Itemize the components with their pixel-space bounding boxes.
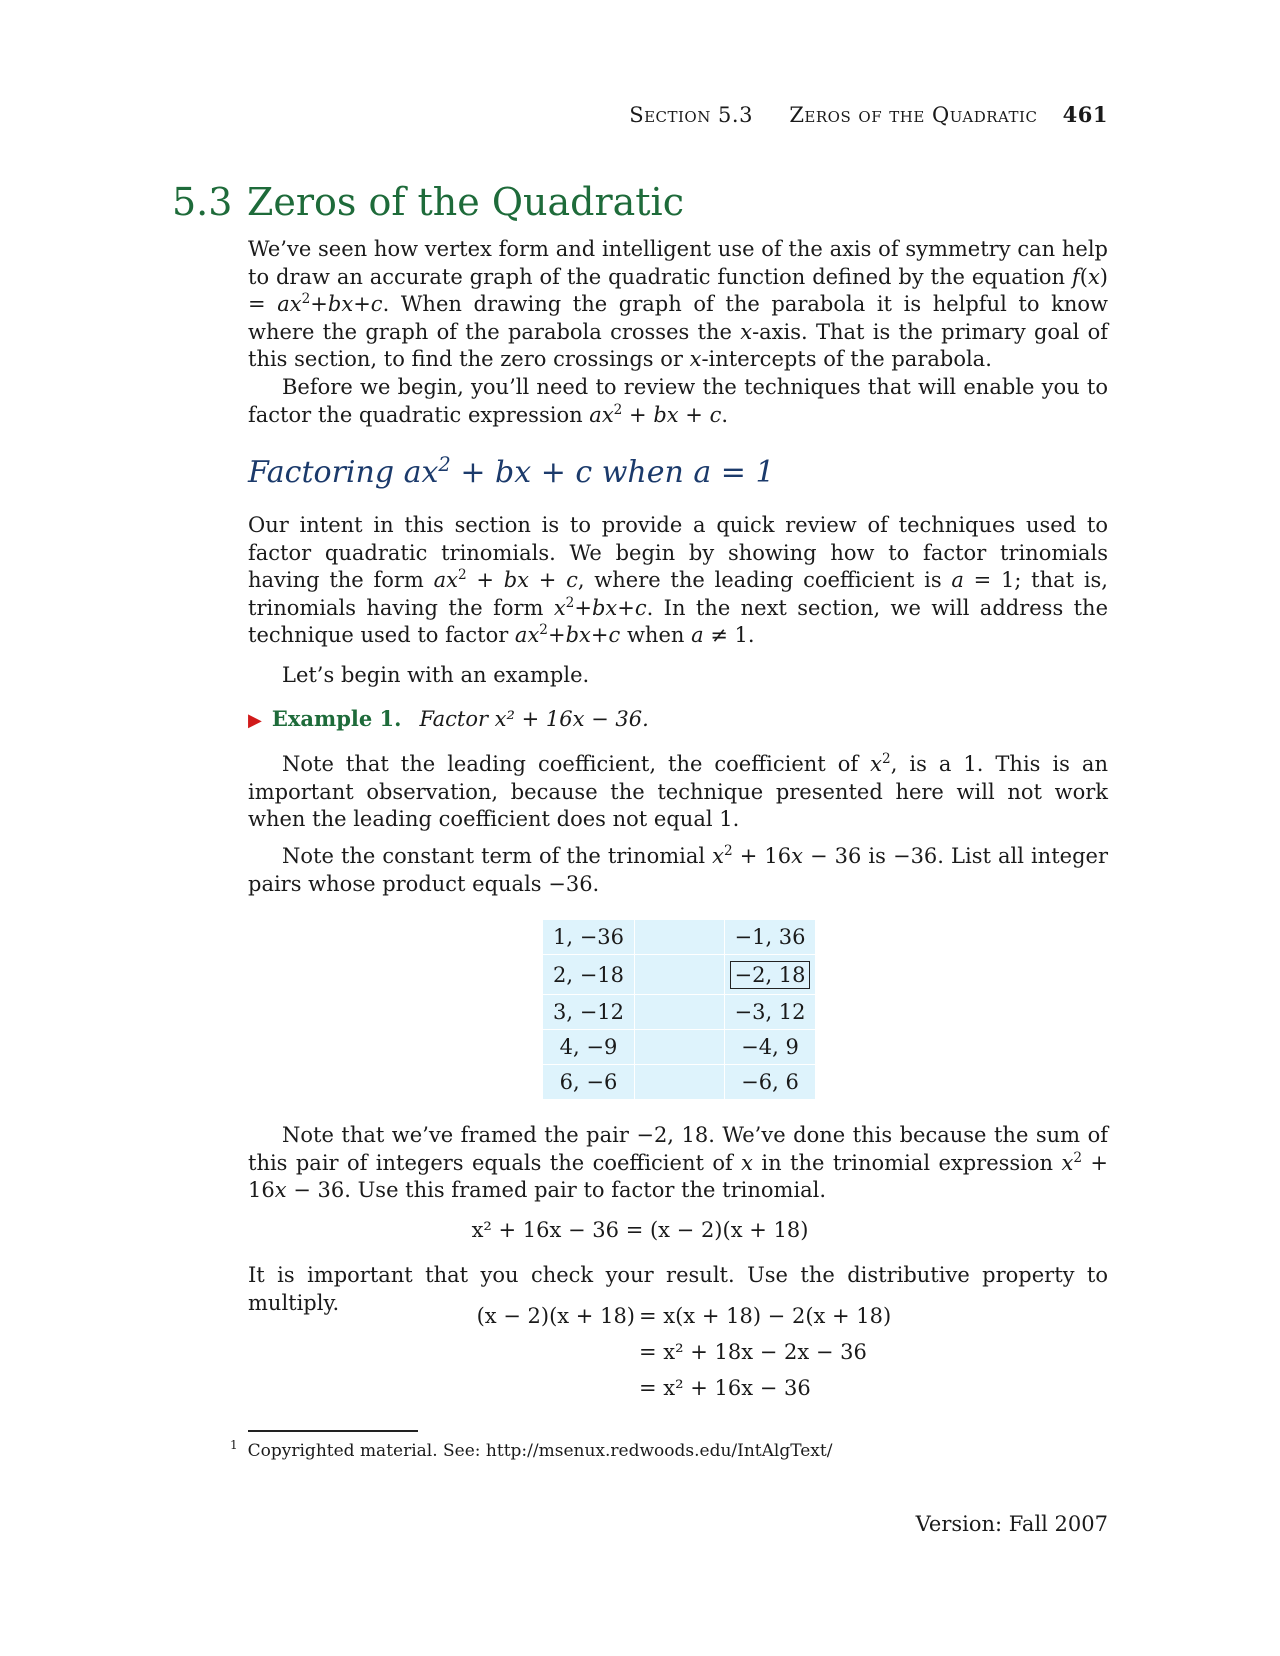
page-number: 461: [1062, 102, 1108, 127]
section-number: 5.3: [172, 180, 233, 224]
triangle-icon: ▶: [248, 710, 262, 731]
check-line-1: = x(x + 18) − 2(x + 18): [639, 1304, 892, 1328]
leading-coeff-paragraph: Note that the leading coefficient, the coefficient of $x^2$, is a 1. This is an important observation, because the technique presented here will not work when the leading coefficient does not equal 1.: [248, 751, 1108, 831]
framed-pair: −2, 18: [730, 961, 809, 989]
running-head-section: Section 5.3: [629, 103, 753, 127]
table-row: [543, 920, 815, 955]
version-label: Version: Fall 2007: [915, 1512, 1108, 1536]
section-title-text: Zeros of the Quadratic: [247, 180, 684, 224]
equation-line: [475, 1376, 891, 1412]
check-line-2: = x² + 18x − 2x − 36: [639, 1340, 867, 1364]
pair-left: 2, −18: [543, 955, 635, 995]
subsection-expr-exp: 2: [438, 453, 451, 476]
pair-right: −6, 6: [725, 1065, 816, 1100]
check-equations: [475, 1304, 891, 1412]
footnote-rule: [248, 1430, 418, 1432]
review-paragraph: Before we begin, you’ll need to review the techniques that will enable you to factor the quadratic expression $ax^2$ + bx + c.: [248, 375, 1108, 427]
pair-right: −4, 9: [725, 1030, 816, 1065]
footnote-text: Copyrighted material. See: http://msenux.redwoods.edu/IntAlgText/: [247, 1441, 833, 1461]
subsection-prefix: Factoring: [248, 455, 395, 490]
intro-paragraph: We’ve seen how vertex form and intelligent use of the axis of symmetry can help to draw an accurate graph of the quadratic function defined by the equation $f(x) = ax^2+bx+c$. When drawing the graph of the parabola it is helpful to know where the graph of the parabola crosses the x-axis. That is the primary goal of this section, to find the zero crossings or x-intercepts of the parabola.: [248, 237, 1108, 371]
footnote-mark: 1: [230, 1438, 238, 1453]
running-head: [629, 102, 1108, 127]
example-heading: [248, 706, 649, 731]
check-paragraph: It is important that you check your result. Use the distributive property to multiply.: [248, 1263, 1108, 1315]
equation-line: [475, 1340, 891, 1376]
example-task: Factor x² + 16x − 36.: [419, 707, 649, 731]
subsection-cond: a = 1: [693, 455, 775, 490]
check-lhs: (x − 2)(x + 18): [476, 1304, 635, 1328]
pair-left: 6, −6: [543, 1065, 635, 1100]
footnote: [230, 1438, 833, 1461]
example-label: Example 1.: [271, 706, 402, 731]
framed-pair-paragraph: Note that we’ve framed the pair −2, 18. We’ve done this because the sum of this pair of integers equals the coefficient of x in the trinomial expression $x^2 + 16x - 36$. Use this framed pair to factor the trinomial.: [248, 1123, 1108, 1202]
running-head-title: Zeros of the Quadratic: [789, 103, 1038, 127]
equation-line: [475, 1304, 891, 1340]
pair-left: 1, −36: [543, 920, 635, 955]
constant-term-paragraph: Note the constant term of the trinomial $x^2 + 16x - 36$ is −36. List all integer pairs whose product equals −36.: [248, 843, 1108, 896]
subsection-expr-a: ax: [403, 455, 439, 490]
subsection-heading: [248, 455, 775, 490]
pair-right: −1, 36: [725, 920, 816, 955]
table-row: [543, 1065, 815, 1100]
subsection-expr-b: + bx + c: [450, 455, 593, 490]
pair-left: 3, −12: [543, 995, 635, 1030]
check-line-3: = x² + 16x − 36: [639, 1376, 811, 1400]
table-row: [543, 995, 815, 1030]
pair-right: −3, 12: [725, 995, 816, 1030]
subsection-when: when: [601, 455, 684, 490]
factored-equation: x² + 16x − 36 = (x − 2)(x + 18): [471, 1218, 809, 1242]
integer-pairs-table: [543, 920, 815, 1100]
lets-begin-paragraph: Let’s begin with an example.: [282, 663, 590, 687]
pair-left: 4, −9: [543, 1030, 635, 1065]
table-row: [543, 955, 815, 995]
table-row: [543, 1030, 815, 1065]
intent-paragraph: Our intent in this section is to provide a quick review of techniques used to factor quadratic trinomials. We begin by showing how to factor trinomials having the form $ax^2$ + bx + c, where the leading coefficient is a = 1; that is, trinomials having the form $x^2+bx+c$. In the next section, we will address the technique used to factor $ax^2+bx+c$ when a ≠ 1.: [248, 513, 1108, 647]
section-title: [172, 180, 684, 224]
